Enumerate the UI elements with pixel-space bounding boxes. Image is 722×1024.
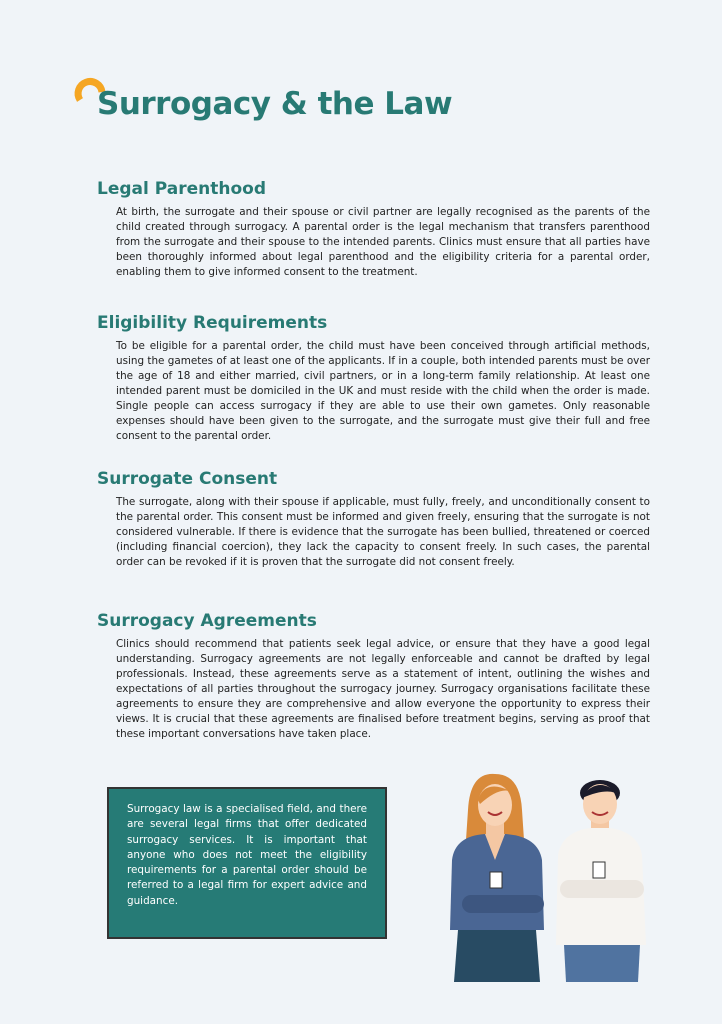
section-heading: Surrogate Consent: [97, 469, 278, 489]
section-heading: Surrogacy Agreements: [97, 611, 317, 631]
section-surrogacy-agreements: [97, 611, 650, 742]
page-title: Surrogacy & the Law: [97, 86, 453, 122]
section-body: Clinics should recommend that patients seek legal advice, or ensure that they have a good legal understanding. Surrogacy agreements are not legally enforceable and cannot be drafted by legal professionals. Instead, these agreements serve as a statement of intent, outlining the wishes and expectations of all parties throughout the surrogacy journey. Surrogacy organisations facilitate these agreements to ensure they are comprehensive and allow everyone the opportunity to express their views. It is crucial that these agreements are finalised before treatment begins, serving as proof that these important conversations have taken place.: [116, 638, 650, 740]
professionals-illustration: [440, 760, 660, 982]
section-body: At birth, the surrogate and their spouse or civil partner are legally recognised as the parents of the child created through surrogacy. A parental order is the legal mechanism that transfers parenthood from the surrogate and their spouse to the intended parents. Clinics must ensure that all parties have been thoroughly informed about legal parenthood and the eligibility criteria for a parental order, enabling them to give informed consent to the treatment.: [116, 206, 650, 278]
section-body: To be eligible for a parental order, the child must have been conceived through artificial methods, using the gametes of at least one of the applicants. If in a couple, both intended parents must be over the age of 18 and either married, civil partners, or in a long-term family relationship. At least one intended parent must be domiciled in the UK and must reside with the child when the order is made. Single people can access surrogacy if they are able to use their own gametes. Only reasonable expenses should have been given to the surrogate, and the surrogate must give their full and free consent to the parental order.: [116, 340, 650, 442]
man-figure: [556, 780, 646, 982]
section-heading: Legal Parenthood: [97, 179, 266, 199]
section-surrogate-consent: [97, 469, 650, 570]
section-heading: Eligibility Requirements: [97, 313, 328, 333]
section-body: The surrogate, along with their spouse if applicable, must fully, freely, and unconditionally consent to the parental order. This consent must be informed and given freely, ensuring that the surrogate is not considered vulnerable. If there is evidence that the surrogate has been bullied, threatened or coerced (including financial coercion), they lack the capacity to consent freely. In such cases, the parental order can be revoked if it is proven that the surrogate did not consent freely.: [116, 496, 650, 568]
section-legal-parenthood: [97, 179, 650, 280]
callout-box: [107, 787, 387, 939]
section-eligibility: [97, 313, 650, 444]
callout-text: Surrogacy law is a specialised field, and there are several legal firms that offer dedicated surrogacy services. It is important that anyone who does not meet the eligibility requirements for a parental order should be referred to a legal firm for expert advice and guidance.: [127, 803, 367, 907]
woman-figure: [450, 774, 544, 982]
